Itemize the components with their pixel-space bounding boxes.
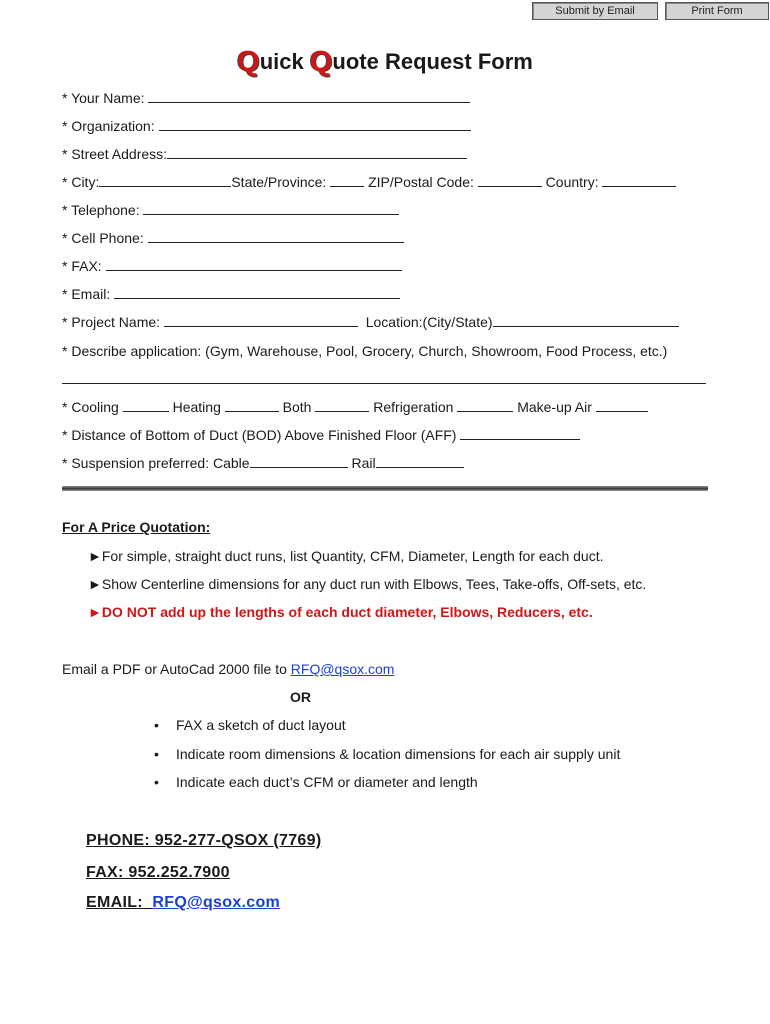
rail-field[interactable]	[376, 455, 464, 468]
list-item-text: Indicate room dimensions & location dimensions for each air supply unit	[176, 746, 621, 762]
makeup-air-label: Make-up Air	[517, 399, 592, 415]
makeup-air-field[interactable]	[596, 399, 648, 412]
zip-field[interactable]	[478, 174, 542, 187]
list-item-text: FAX a sketch of duct layout	[176, 717, 346, 733]
telephone-row	[62, 202, 399, 218]
list-item-text: Indicate each duct’s CFM or diameter and length	[176, 774, 478, 790]
list-item	[154, 717, 346, 733]
suspension-row	[62, 455, 464, 471]
distance-label: * Distance of Bottom of Duct (BOD) Above Finished Floor (AFF)	[62, 427, 457, 443]
fax-row	[62, 258, 402, 274]
project-label: * Project Name:	[62, 314, 161, 330]
telephone-field[interactable]	[143, 202, 399, 215]
city-row	[62, 174, 676, 190]
title-q-letter-1: Q	[237, 46, 260, 78]
page-title	[0, 44, 770, 77]
email-instructions	[62, 661, 394, 677]
street-field[interactable]	[167, 146, 467, 159]
price-item-1-text: For simple, straight duct runs, list Quantity, CFM, Diameter, Length for each duct.	[101, 548, 604, 564]
list-item	[154, 746, 620, 762]
describe-line-row	[62, 371, 706, 387]
city-field[interactable]	[99, 174, 231, 187]
cell-row	[62, 230, 404, 246]
arrow-icon: ►	[88, 604, 102, 620]
cooling-field[interactable]	[123, 399, 169, 412]
organization-row	[62, 118, 471, 134]
price-item-2	[88, 576, 646, 592]
title-text-2: uote Request Form	[332, 49, 533, 74]
section-divider	[62, 486, 708, 491]
organization-field[interactable]	[159, 118, 471, 131]
refrigeration-label: Refrigeration	[373, 399, 454, 415]
title-q-letter-2: Q	[309, 46, 333, 78]
both-field[interactable]	[315, 399, 369, 412]
location-label: Location:(City/State)	[365, 314, 493, 330]
name-label: * Your Name:	[62, 90, 145, 106]
location-field[interactable]	[493, 314, 679, 327]
refrigeration-field[interactable]	[457, 399, 513, 412]
arrow-icon: ►	[88, 548, 102, 564]
both-label: Both	[282, 399, 312, 415]
describe-label: * Describe application: (Gym, Warehouse, Pool, Grocery, Church, Showroom, Food Process, etc.)	[62, 343, 668, 359]
bullet-icon: •	[154, 746, 159, 762]
zip-label: ZIP/Postal Code:	[368, 174, 474, 190]
suspension-label: * Suspension preferred: Cable	[62, 455, 250, 471]
bullet-icon: •	[154, 717, 159, 733]
telephone-label: * Telephone:	[62, 202, 140, 218]
email-field[interactable]	[114, 286, 400, 299]
organization-label: * Organization:	[62, 118, 155, 134]
state-label: State/Province:	[231, 174, 327, 190]
list-item	[154, 774, 478, 790]
contact-email-label: EMAIL:	[86, 894, 148, 911]
title-text-1: uick	[259, 49, 310, 74]
describe-field[interactable]	[62, 371, 706, 384]
country-label: Country:	[545, 174, 599, 190]
name-row	[62, 90, 470, 106]
name-field[interactable]	[148, 90, 470, 103]
city-label: * City:	[62, 174, 100, 190]
project-row	[62, 314, 679, 330]
bullet-icon: •	[154, 774, 159, 790]
print-form-button[interactable]: Print Form	[665, 2, 769, 20]
distance-row	[62, 427, 580, 443]
cell-field[interactable]	[148, 230, 404, 243]
fax-field[interactable]	[106, 258, 402, 271]
rail-label: Rail	[351, 455, 376, 471]
cooling-label: * Cooling	[62, 399, 119, 415]
street-label: * Street Address:	[62, 146, 168, 162]
email-row	[62, 286, 400, 302]
submit-by-email-button[interactable]: Submit by Email	[532, 2, 658, 20]
email-label: * Email:	[62, 286, 111, 302]
contact-email	[86, 894, 280, 912]
price-item-2-text: Show Centerline dimensions for any duct run with Elbows, Tees, Take-offs, Off-sets, etc.	[101, 576, 647, 592]
country-field[interactable]	[602, 174, 676, 187]
contact-email-link[interactable]: RFQ@qsox.com	[152, 894, 281, 911]
distance-field[interactable]	[460, 427, 580, 440]
project-field[interactable]	[164, 314, 358, 327]
cable-field[interactable]	[250, 455, 348, 468]
heating-label: Heating	[172, 399, 221, 415]
street-row	[62, 146, 467, 162]
email-instructions-text: Email a PDF or AutoCad 2000 file to	[62, 661, 291, 677]
arrow-icon: ►	[88, 576, 102, 592]
price-item-1	[88, 548, 603, 564]
heating-field[interactable]	[225, 399, 279, 412]
or-separator: OR	[290, 689, 311, 705]
rfq-email-link[interactable]: RFQ@qsox.com	[290, 661, 395, 677]
contact-phone: PHONE: 952-277-QSOX (7769)	[86, 832, 322, 849]
fax-label: * FAX:	[62, 258, 102, 274]
cell-label: * Cell Phone:	[62, 230, 144, 246]
contact-fax: FAX: 952.252.7900	[86, 864, 230, 881]
application-type-row	[62, 399, 648, 415]
price-quotation-heading: For A Price Quotation:	[62, 519, 211, 535]
describe-row	[62, 343, 667, 359]
price-item-3	[88, 604, 593, 620]
price-item-3-text: DO NOT add up the lengths of each duct diameter, Elbows, Reducers, etc.	[101, 604, 593, 620]
state-field[interactable]	[330, 174, 364, 187]
